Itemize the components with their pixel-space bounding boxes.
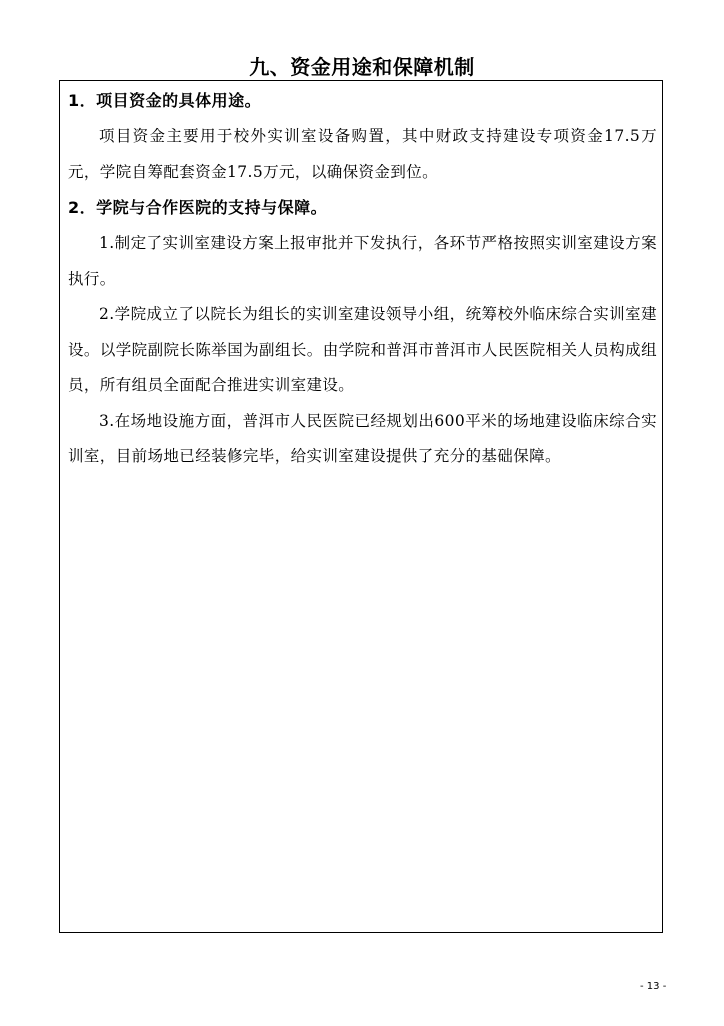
section-heading-support-guarantee: 2．学院与合作医院的支持与保障。	[68, 198, 328, 217]
support-item-3-paragraph: 3.在场地设施方面，普洱市人民医院已经规划出600平米的场地建设临床综合实训室，目前场地已经装修完毕，给实训室建设提供了充分的基础保障。	[68, 411, 657, 465]
page-number: - 13 -	[640, 981, 667, 992]
funding-usage-paragraph: 项目资金主要用于校外实训室设备购置，其中财政支持建设专项资金17.5万元，学院自筹配套资金17.5万元，以确保资金到位。	[68, 127, 657, 181]
support-item-2-paragraph: 2.学院成立了以院长为组长的实训室建设领导小组，统筹校外临床综合实训室建设。以学院副院长陈举国为副组长。由学院和普洱市普洱市人民医院相关人员构成组员，所有组员全面配合推进实训室建设。	[68, 305, 657, 394]
support-item-1-paragraph: 1.制定了实训室建设方案上报审批并下发执行，各环节严格按照实训室建设方案执行。	[68, 234, 657, 288]
content-table-cell	[59, 80, 663, 933]
section-heading-funding-usage: 1．项目资金的具体用途。	[68, 91, 262, 110]
content-body	[60, 81, 662, 475]
page-title: 九、资金用途和保障机制	[249, 55, 475, 79]
